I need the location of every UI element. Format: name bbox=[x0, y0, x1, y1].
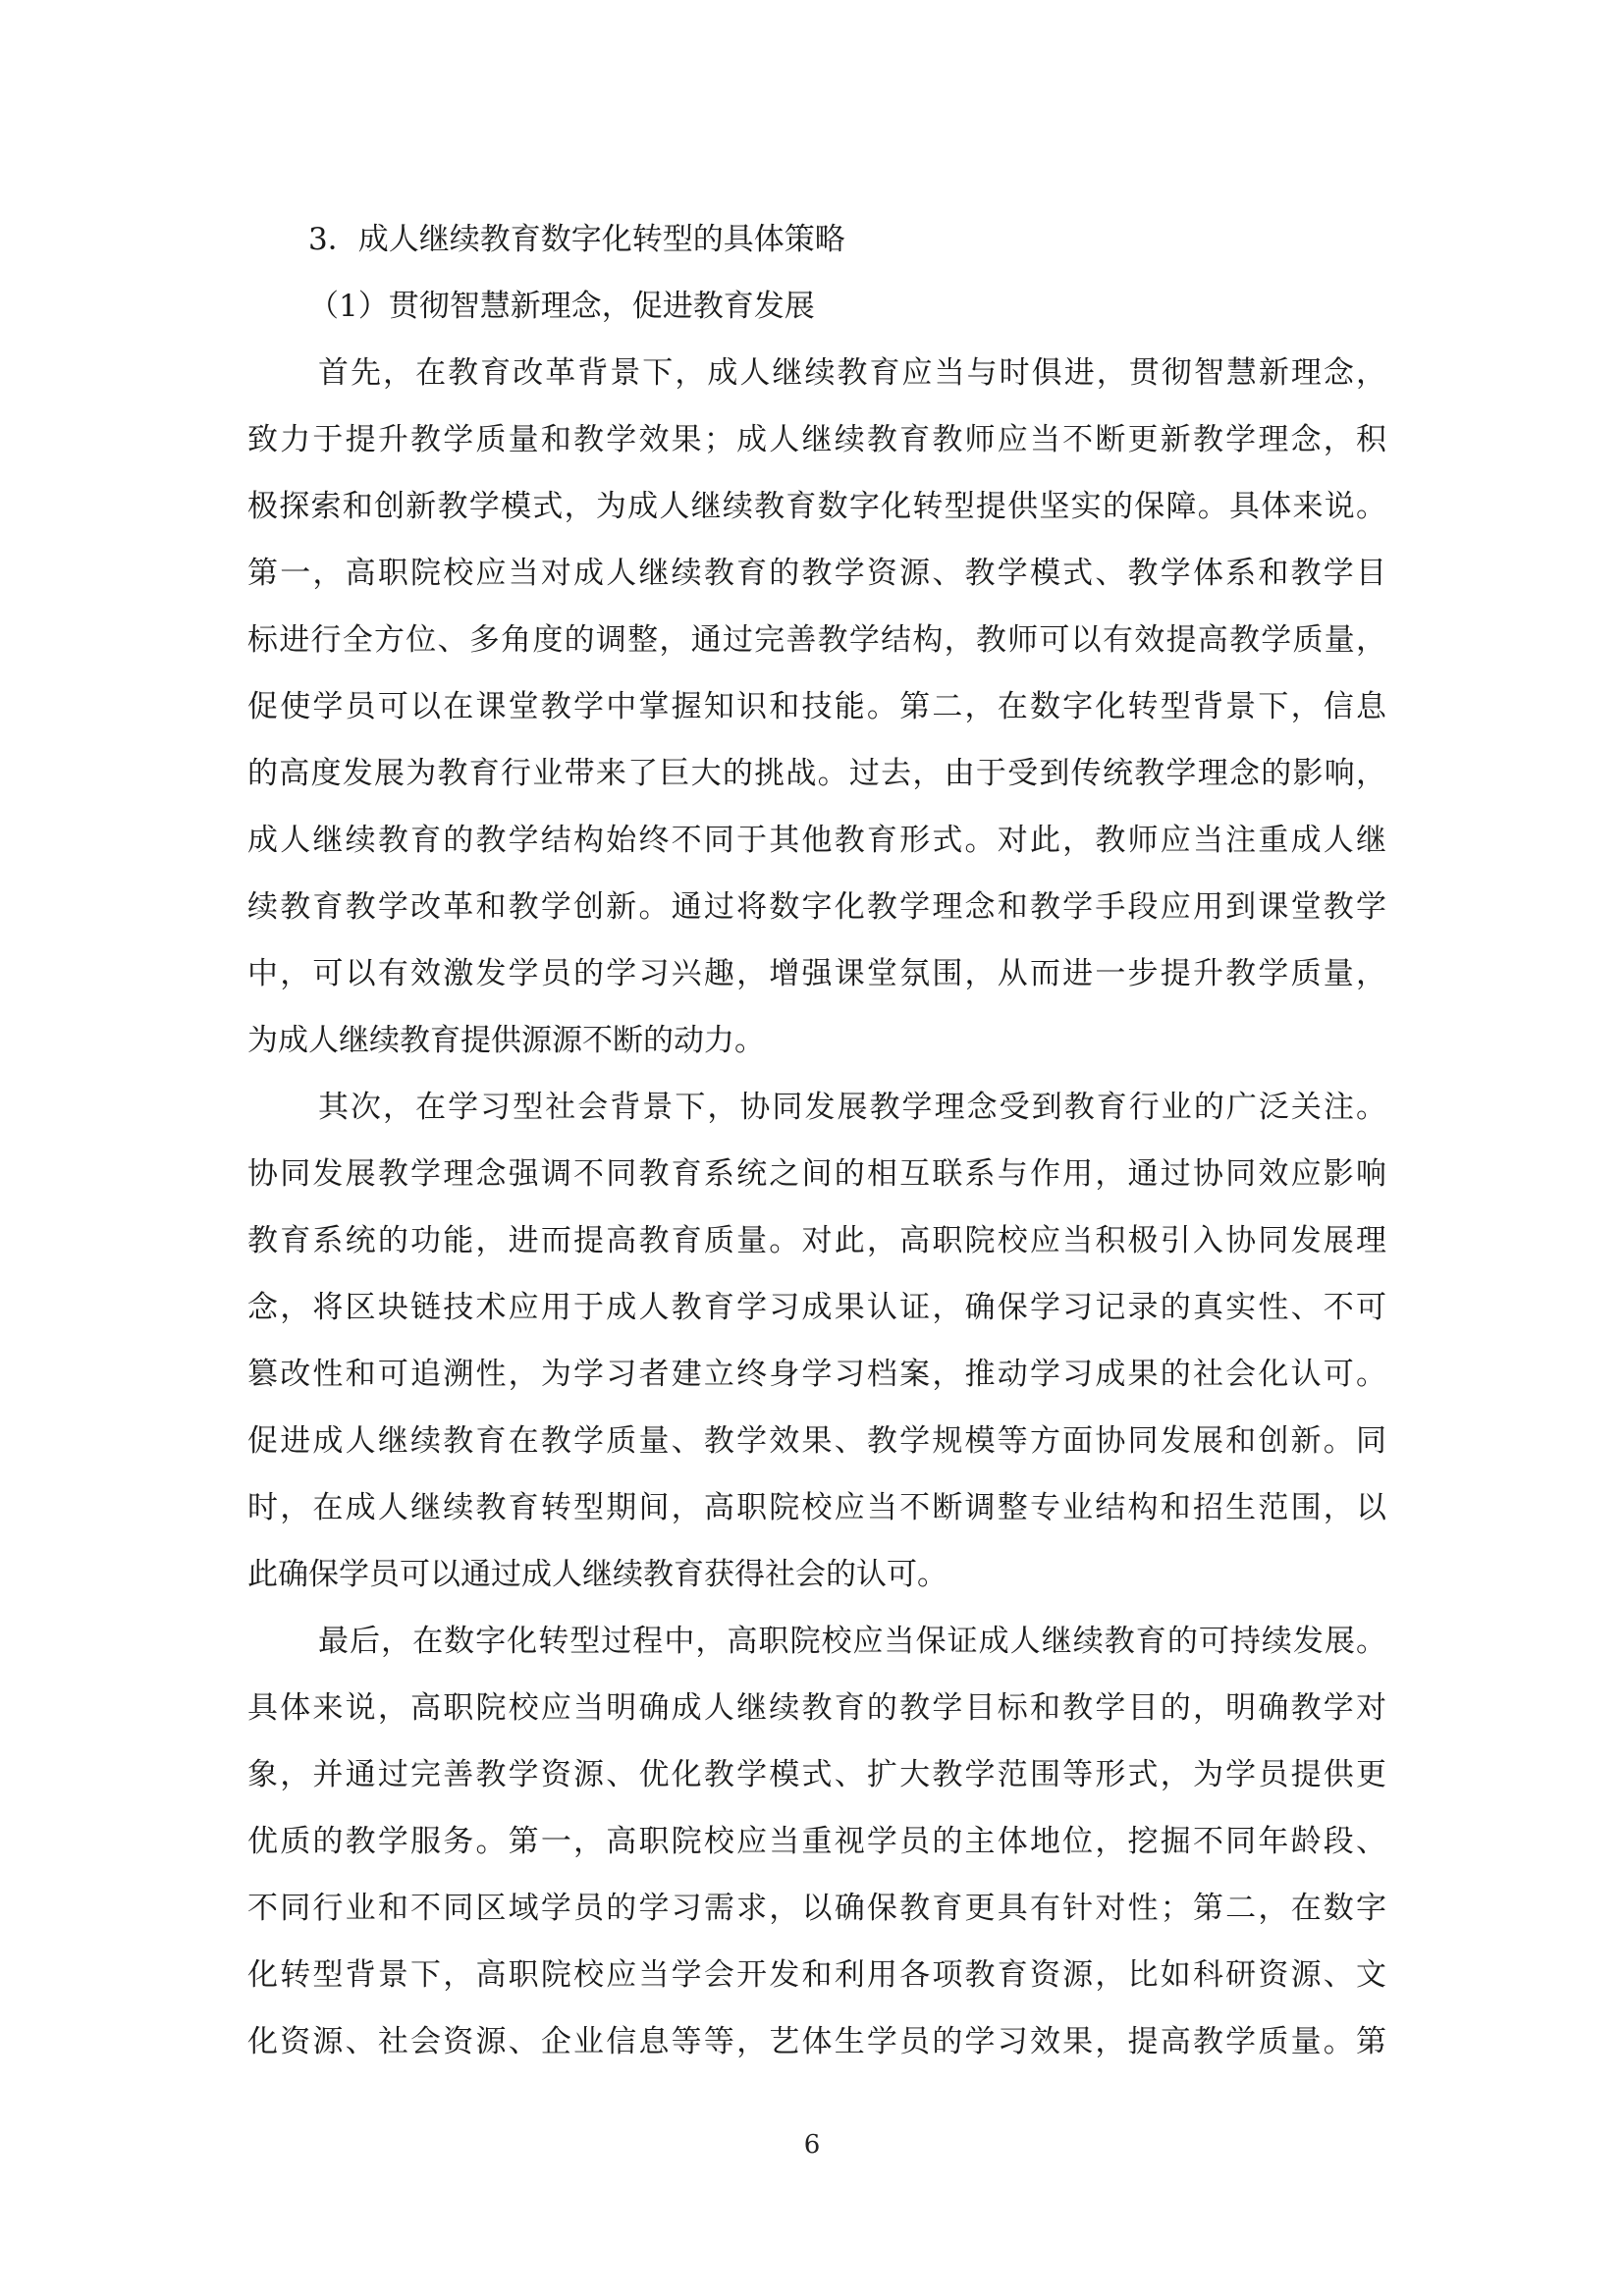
text-line: 优质的教学服务。第一，高职院校应当重视学员的主体地位，挖掘不同年龄段、 bbox=[247, 1824, 1386, 1859]
section-heading: 3．成人继续教育数字化转型的具体策略 bbox=[308, 222, 845, 257]
text-line: 时，在成人继续教育转型期间，高职院校应当不断调整专业结构和招生范围，以 bbox=[247, 1490, 1386, 1525]
text-line: 致力于提升教学质量和教学效果；成人继续教育教师应当不断更新教学理念，积 bbox=[247, 422, 1386, 457]
paragraph-2 bbox=[247, 1074, 1386, 1608]
text-line: 教育系统的功能，进而提高教育质量。对此，高职院校应当积极引入协同发展理 bbox=[247, 1223, 1386, 1258]
text-line: 化资源、社会资源、企业信息等等，艺体生学员的学习效果，提高教学质量。第 bbox=[247, 2024, 1386, 2059]
text-line: 为成人继续教育提供源源不断的动力。 bbox=[247, 1023, 765, 1058]
text-line: 其次，在学习型社会背景下，协同发展教学理念受到教育行业的广泛关注。 bbox=[318, 1090, 1386, 1125]
text-line: 中，可以有效激发学员的学习兴趣，增强课堂氛围，从而进一步提升教学质量， bbox=[247, 956, 1386, 991]
text-line: 协同发展教学理念强调不同教育系统之间的相互联系与作用，通过协同效应影响 bbox=[247, 1156, 1386, 1192]
text-line: 续教育教学改革和教学创新。通过将数字化教学理念和教学手段应用到课堂教学 bbox=[247, 889, 1386, 925]
subsection-heading: （1）贯彻智慧新理念，促进教育发展 bbox=[308, 289, 815, 324]
text-line: 具体来说，高职院校应当明确成人继续教育的教学目标和教学目的，明确教学对 bbox=[247, 1690, 1386, 1726]
text-line: 最后，在数字化转型过程中，高职院校应当保证成人继续教育的可持续发展。 bbox=[318, 1624, 1386, 1659]
text-line: 篡改性和可追溯性，为学习者建立终身学习档案，推动学习成果的社会化认可。 bbox=[247, 1357, 1386, 1392]
paragraph-3 bbox=[247, 1608, 1386, 2075]
text-line: 此确保学员可以通过成人继续教育获得社会的认可。 bbox=[247, 1557, 947, 1592]
page-body bbox=[247, 206, 1386, 2075]
text-line: 标进行全方位、多角度的调整，通过完善教学结构，教师可以有效提高教学质量， bbox=[247, 622, 1386, 658]
text-line: 不同行业和不同区域学员的学习需求，以确保教育更具有针对性；第二，在数字 bbox=[247, 1891, 1386, 1926]
text-line: 成人继续教育的教学结构始终不同于其他教育形式。对此，教师应当注重成人继 bbox=[247, 823, 1386, 858]
text-line: 念，将区块链技术应用于成人教育学习成果认证，确保学习记录的真实性、不可 bbox=[247, 1290, 1386, 1325]
page-number: 6 bbox=[803, 2130, 821, 2160]
text-line: 极探索和创新教学模式，为成人继续教育数字化转型提供坚实的保障。具体来说。 bbox=[247, 489, 1386, 524]
text-line: 促使学员可以在课堂教学中掌握知识和技能。第二，在数字化转型背景下，信息 bbox=[247, 689, 1386, 724]
text-line: 首先，在教育改革背景下，成人继续教育应当与时俱进，贯彻智慧新理念， bbox=[318, 355, 1386, 391]
text-line: 第一，高职院校应当对成人继续教育的教学资源、教学模式、教学体系和教学目 bbox=[247, 556, 1386, 591]
text-line: 化转型背景下，高职院校应当学会开发和利用各项教育资源，比如科研资源、文 bbox=[247, 1957, 1386, 1993]
text-line: 促进成人继续教育在教学质量、教学效果、教学规模等方面协同发展和创新。同 bbox=[247, 1423, 1386, 1459]
text-line: 的高度发展为教育行业带来了巨大的挑战。过去，由于受到传统教学理念的影响， bbox=[247, 756, 1386, 791]
paragraph-1 bbox=[247, 340, 1386, 1074]
text-line: 象，并通过完善教学资源、优化教学模式、扩大教学范围等形式，为学员提供更 bbox=[247, 1757, 1386, 1792]
